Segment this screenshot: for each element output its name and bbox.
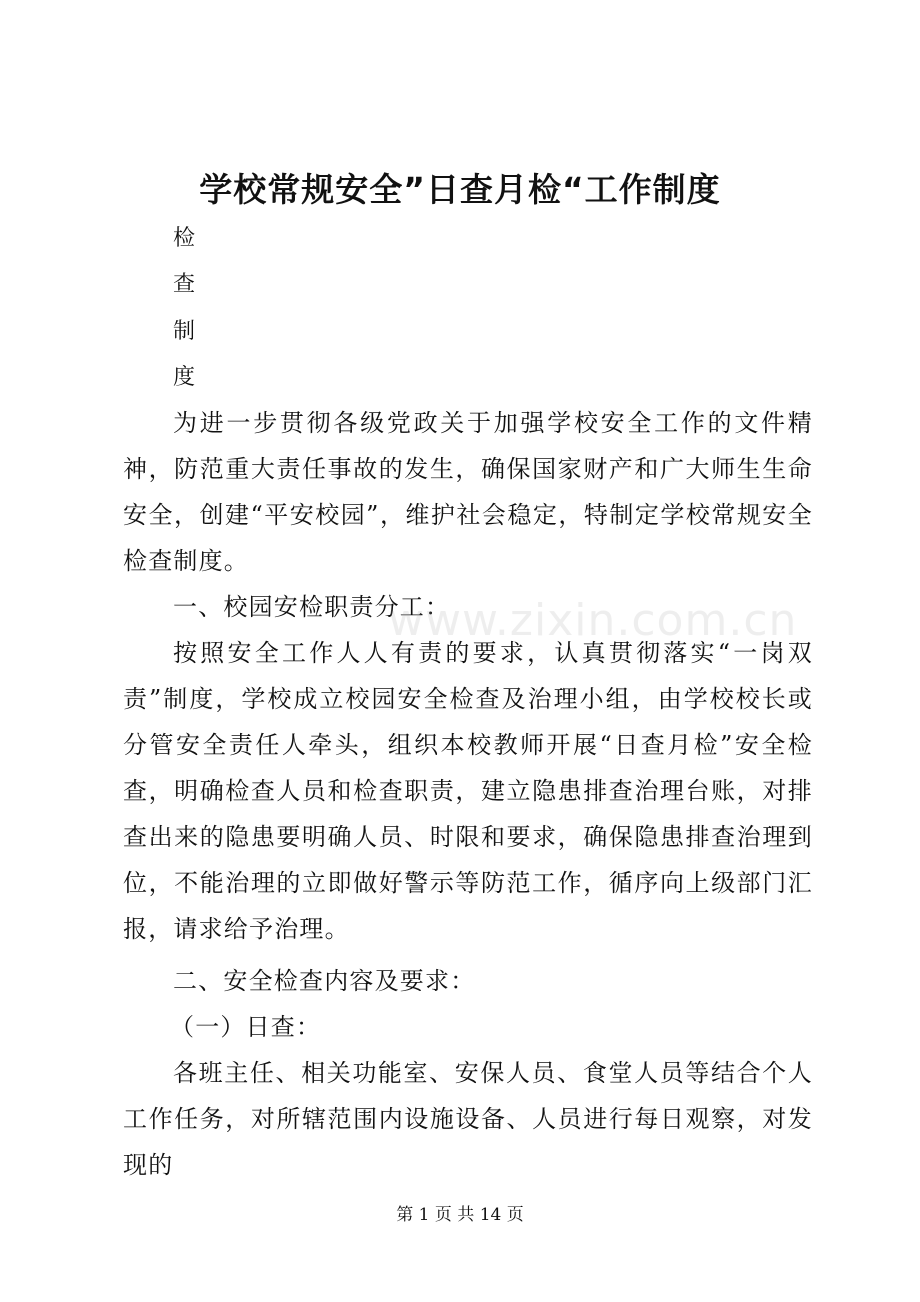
subsection1-heading: （一）日查： <box>170 1013 322 1041</box>
section2-heading: 二、安全检查内容及要求： <box>173 967 476 995</box>
section1-heading: 一、校园安检职责分工： <box>173 593 451 621</box>
document-title: 学校常规安全”日查月检“工作制度 <box>199 170 721 209</box>
intro-paragraph: 为进一步贯彻各级党政关于加强学校安全工作的文件精神，防范重大责任事故的发生，确保国家财产和广大师生生命安全，创建“平安校园”，维护社会稳定，特制定学校常规安全检查制度。 <box>123 409 813 575</box>
vertical-char-3: 制 <box>173 319 196 344</box>
vertical-char-1: 检 <box>173 226 196 251</box>
vertical-char-2: 查 <box>173 272 196 297</box>
vertical-char-4: 度 <box>173 365 196 390</box>
subsection1-paragraph: 各班主任、相关功能室、安保人员、食堂人员等结合个人工作任务，对所辖范围内设施设备、人员进行每日观察，对发现的 <box>123 1059 813 1179</box>
watermark: www.zixin.com.cn <box>388 595 798 646</box>
section1-paragraph: 按照安全工作人人有责的要求，认真贯彻落实“一岗双责”制度，学校成立校园安全检查及治理小组，由学校校长或分管安全责任人牵头，组织本校教师开展“日查月检”安全检查，明确检查人员和检查职责，建立隐患排查治理台账，对排查出来的隐患要明确人员、时限和要求，确保隐患排查治理到位，不能治理的立即做好警示等防范工作，循序向上级部门汇报，请求给予治理。 <box>123 639 813 943</box>
page-footer: 第 1 页 共 14 页 <box>396 1205 524 1225</box>
